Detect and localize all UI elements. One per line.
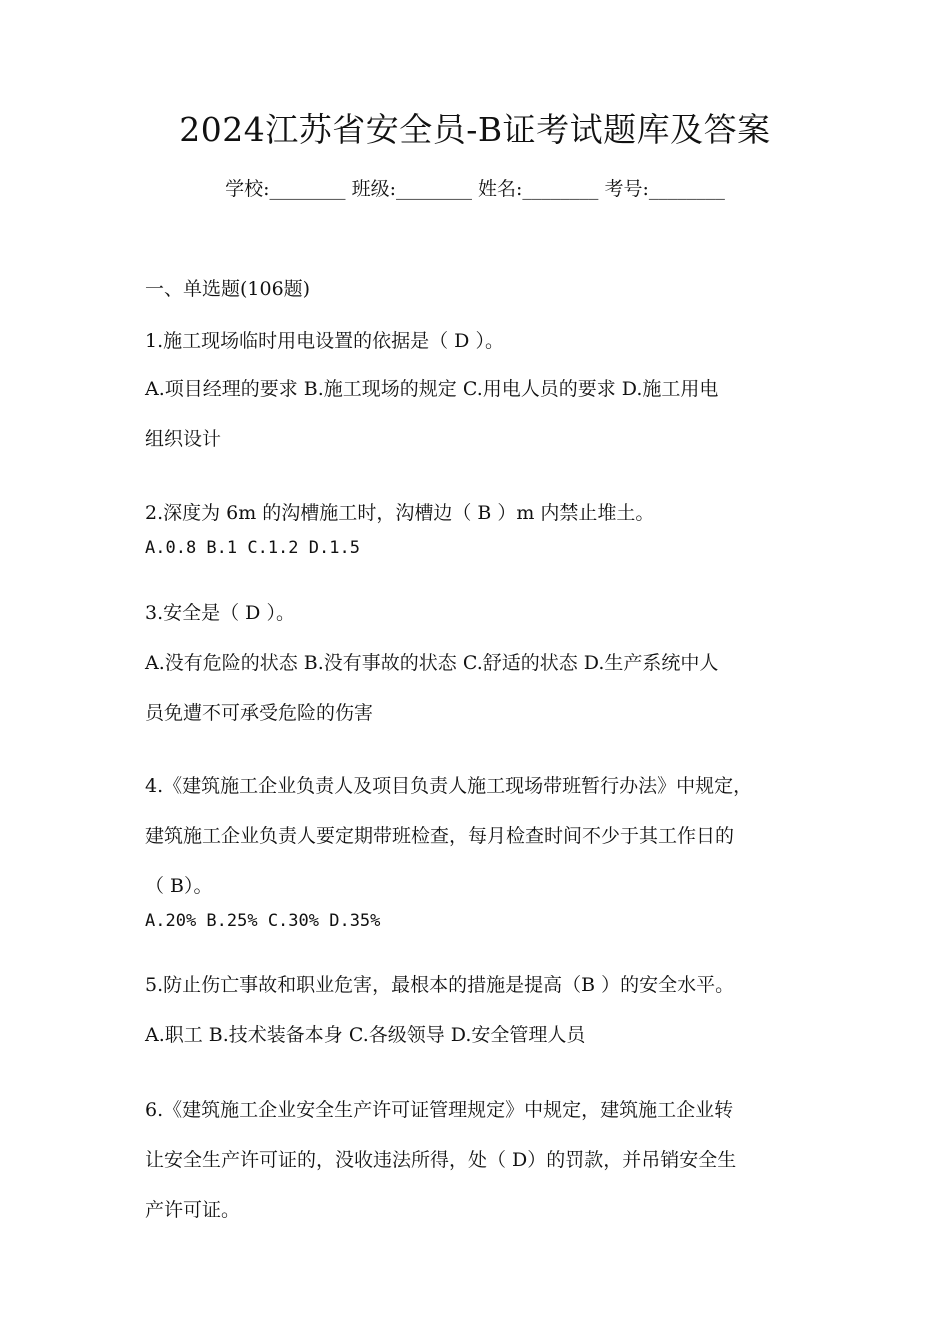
section-heading: 一、单选题(106题) bbox=[145, 278, 311, 300]
question-2-options: A.0.8 B.1 C.1.2 D.1.5 bbox=[145, 538, 360, 558]
question-6-stem-cont-2: 产许可证。 bbox=[145, 1199, 241, 1221]
student-info-line: 学校:________ 班级:________ 姓名:________ 考号:________ bbox=[225, 178, 725, 200]
question-3-options-cont: 员免遭不可承受危险的伤害 bbox=[145, 702, 374, 724]
document-title: 2024江苏省安全员-B证考试题库及答案 bbox=[179, 110, 771, 149]
question-4-options: A.20% B.25% C.30% D.35% bbox=[145, 911, 381, 931]
question-1-options-cont: 组织设计 bbox=[145, 428, 222, 450]
question-5-options: A.职工 B.技术装备本身 C.各级领导 D.安全管理人员 bbox=[145, 1024, 586, 1046]
question-6-stem-cont-1: 让安全生产许可证的，没收违法所得，处（ D）的罚款，并吊销安全生 bbox=[145, 1149, 737, 1171]
question-4-stem-cont-2: （ B）。 bbox=[145, 875, 213, 897]
question-1-options: A.项目经理的要求 B.施工现场的规定 C.用电人员的要求 D.施工用电 bbox=[145, 378, 719, 400]
question-3-stem: 3.安全是（ D ）。 bbox=[145, 602, 295, 624]
question-4-stem: 4.《建筑施工企业负责人及项目负责人施工现场带班暂行办法》中规定， bbox=[145, 775, 753, 797]
question-2-stem: 2.深度为 6m 的沟槽施工时，沟槽边（ B ）m 内禁止堆土。 bbox=[145, 502, 655, 524]
question-6-stem: 6.《建筑施工企业安全生产许可证管理规定》中规定，建筑施工企业转 bbox=[145, 1099, 734, 1121]
question-5-stem: 5.防止伤亡事故和职业危害，最根本的措施是提高（B ）的安全水平。 bbox=[145, 974, 735, 996]
question-3-options: A.没有危险的状态 B.没有事故的状态 C.舒适的状态 D.生产系统中人 bbox=[145, 652, 719, 674]
question-1-stem: 1.施工现场临时用电设置的依据是（ D ）。 bbox=[145, 330, 504, 352]
question-4-stem-cont-1: 建筑施工企业负责人要定期带班检查，每月检查时间不少于其工作日的 bbox=[145, 825, 735, 847]
